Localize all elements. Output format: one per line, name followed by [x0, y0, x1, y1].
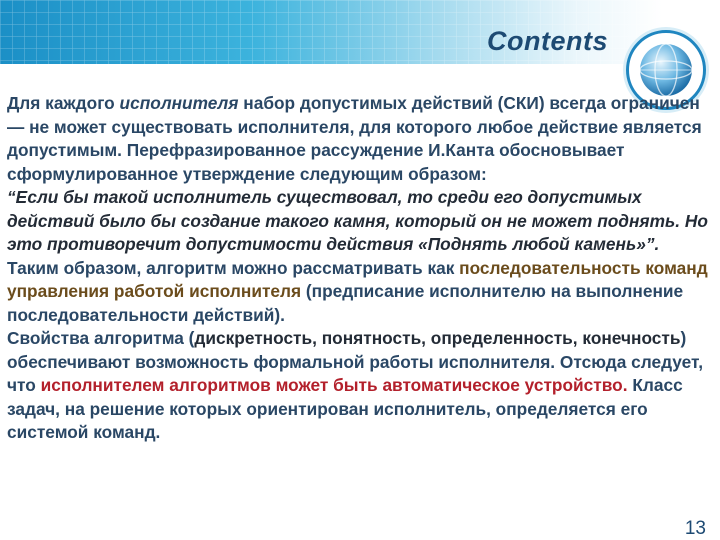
globe-icon [637, 41, 695, 99]
text-segment-highlight-red: исполнителем алгоритмов может быть автоматическое устройство. [40, 375, 628, 395]
text-segment: Класс задач, на решение которых ориентирован исполнитель, определяется его системой команд. [7, 375, 683, 442]
text-segment: Свойства алгоритма ( [7, 328, 195, 348]
text-segment: (предписание исполнителю на выполнение последовательности действий). [7, 281, 684, 325]
text-segment-highlight: последовательность команд управления работой исполнителя [7, 257, 708, 301]
paragraph-algorithm-properties [7, 327, 712, 445]
text-segment: Для каждого [7, 93, 120, 113]
page-title: Contents [487, 26, 608, 56]
grid-pattern [0, 0, 720, 64]
text-segment: ) обеспечивают возможность формальной работы исполнителя. Отсюда следует, что [7, 328, 703, 395]
header-band [0, 0, 720, 64]
text-segment: набор допустимых действий (СКИ) всегда ограничен — не может существовать исполнителя, для которого любое действие является допустимым. Перефразированное рассуждение И.Канта обосновывает сформулированное утверждение следующим образом: [7, 93, 702, 184]
page-number: 13 [684, 518, 706, 539]
text-segment-italic: исполнителя [119, 93, 239, 113]
paragraph-algorithm-definition [7, 257, 712, 328]
paragraph-kant-quote: “Если бы такой исполнитель существовал, то среди его допустимых действий было бы создание такого камня, который он не может поднять. Но это противоречит допустимости действия «Поднять любой камень»”. [7, 187, 708, 254]
text-segment: Таким образом, алгоритм можно рассматривать как [7, 257, 460, 278]
body-text [7, 92, 712, 445]
paragraph-executor-limits [7, 92, 712, 186]
text-segment-properties: дискретность, понятность, определенность, конечность [194, 328, 681, 348]
